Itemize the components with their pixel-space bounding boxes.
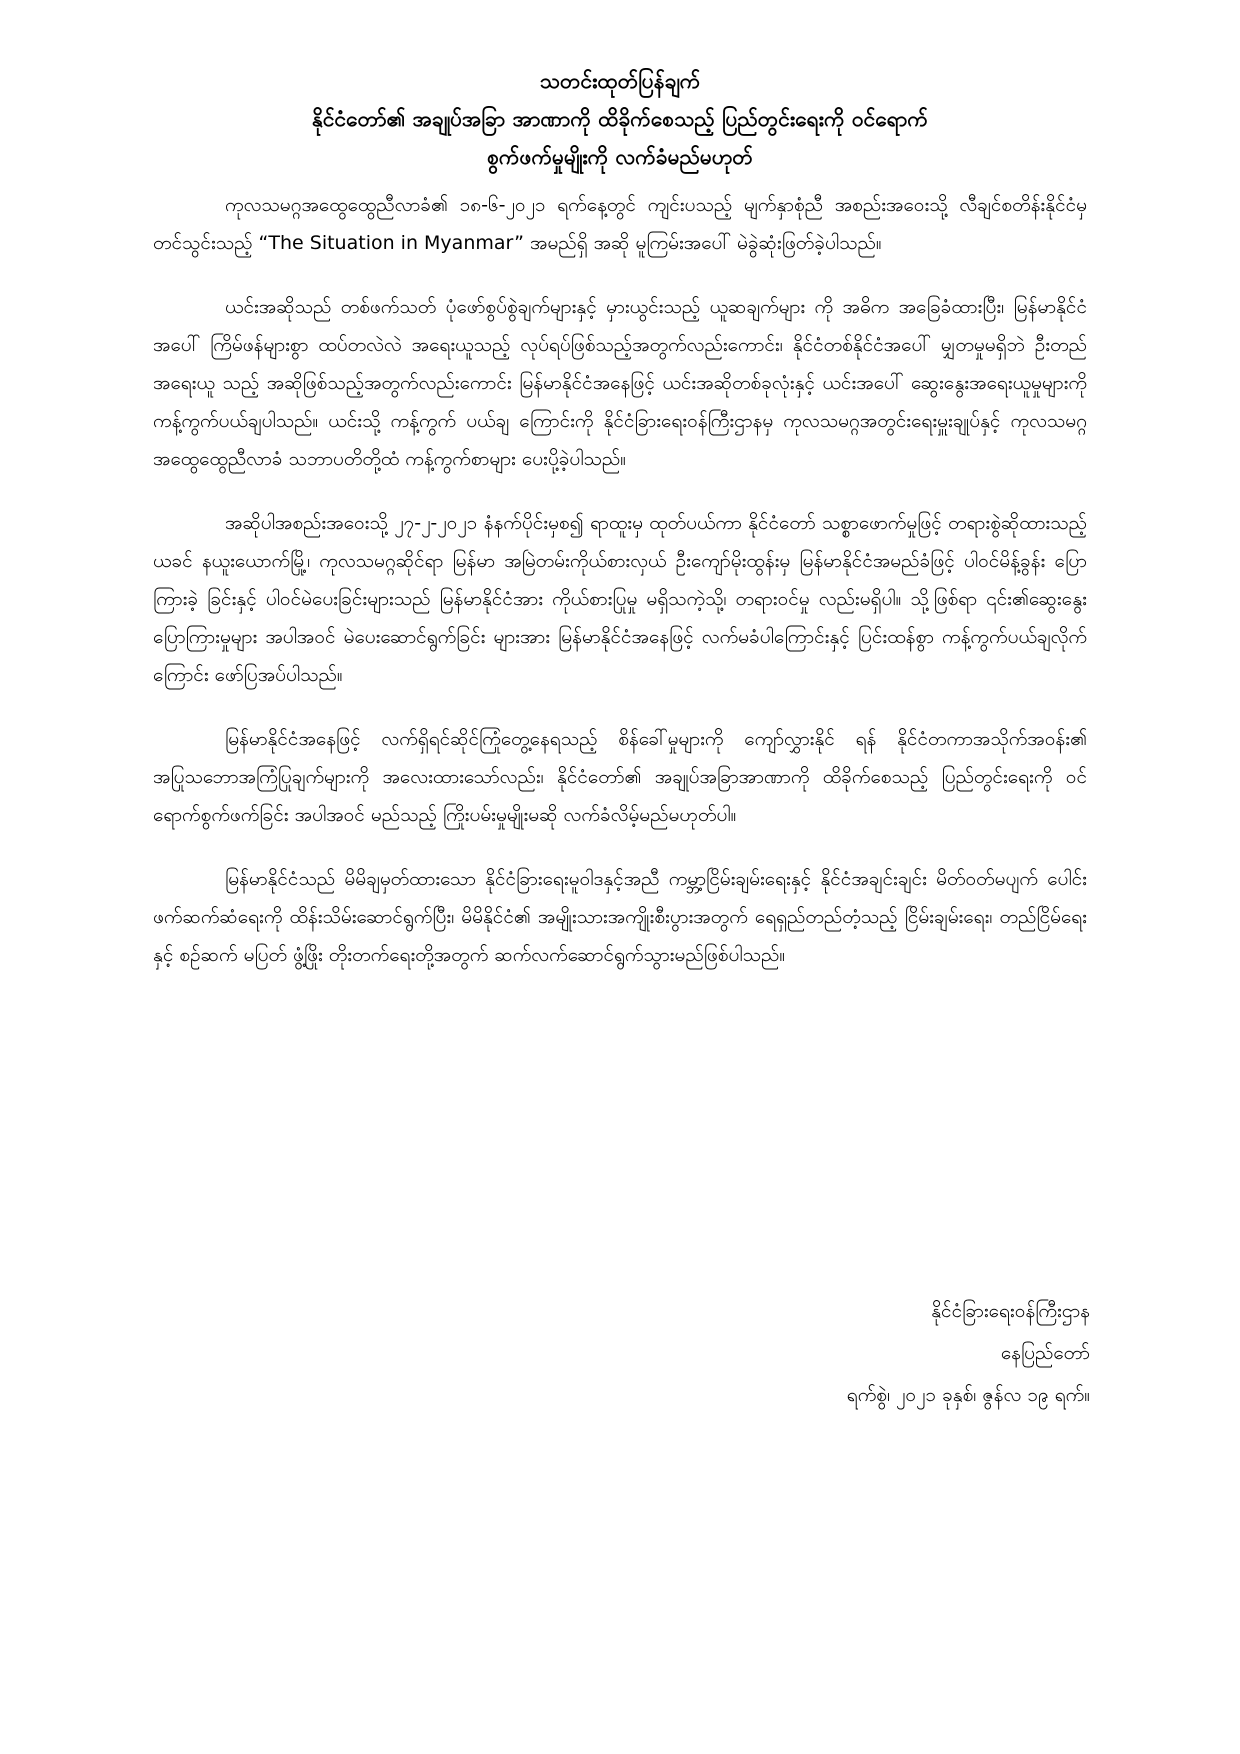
title-line-2: နိုင်ငံတော်၏ အချုပ်အခြာ အာဏာကို ထိခိုက်စေသည့် ပြည်တွင်းရေးကို ဝင်ရောက် xyxy=(312,107,928,131)
document-title xyxy=(153,62,1087,176)
paragraph-4: မြန်မာနိုင်ငံအနေဖြင့် လက်ရှိရင်ဆိုင်ကြုံတွေ့နေရသည့် စိန်ခေါ်မှုများကို ကျော်လွှားနိုင် ရန် နိုင်ငံတကာအသိုက်အဝန်း၏ အပြုသဘောအကြံပြုချက်များကို အလေးထားသော်လည်း၊ နိုင်ငံတော်၏ အချုပ်အခြာအာဏာကို ထိခိုက်စေသည့် ပြည်တွင်းရေးကို ဝင်ရောက်စွက်ဖက်ခြင်း အပါအဝင် မည်သည့် ကြိုးပမ်းမှုမျိုးမဆို လက်ခံလိမ့်မည်မဟုတ်ပါ။ xyxy=(153,728,1087,826)
signature-ministry: နိုင်ငံခြားရေးဝန်ကြီးဌာန xyxy=(931,1300,1090,1322)
signature-block xyxy=(847,1290,1090,1416)
signature-city: နေပြည်တော် xyxy=(1000,1342,1090,1364)
title-line-1: သတင်းထုတ်ပြန်ချက် xyxy=(539,69,701,93)
signature-date: ရက်စွဲ၊ ၂၀၂၁ ခုနှစ်၊ ဇွန်လ ၁၉ ရက်။ xyxy=(846,1384,1090,1406)
paragraph-5: မြန်မာနိုင်ငံသည် မိမိချမှတ်ထားသော နိုင်ငံခြားရေးမူဝါဒနှင့်အညီ ကမ္ဘာ့ငြိမ်းချမ်းရေးနှင့် နိုင်ငံအချင်းချင်း မိတ်ဝတ်မပျက် ပေါင်းဖက်ဆက်ဆံရေးကို ထိန်းသိမ်းဆောင်ရွက်ပြီး၊ မိမိနိုင်ငံ၏ အမျိုးသားအကျိုးစီးပွားအတွက် ရေရှည်တည်တံ့သည့် ငြိမ်းချမ်းရေး၊ တည်ငြိမ်ရေးနှင့် စဉ်ဆက် မပြတ် ဖွံ့ဖြိုး တိုးတက်ရေးတို့အတွက် ဆက်လက်ဆောင်ရွက်သွားမည်ဖြစ်ပါသည်။ xyxy=(153,868,1087,966)
paragraph-3: အဆိုပါအစည်းအဝေးသို့ ၂၇-၂-၂၀၂၁ နံနက်ပိုင်းမှစ၍ ရာထူးမှ ထုတ်ပယ်ကာ နိုင်ငံတော် သစ္စာဖောက်မှုဖြင့် တရားစွဲဆိုထားသည့် ယခင် နယူးယောက်မြို့၊ ကုလသမဂ္ဂဆိုင်ရာ မြန်မာ အမြဲတမ်းကိုယ်စားလှယ် ဦးကျော်မိုးထွန်းမှ မြန်မာနိုင်ငံအမည်ခံဖြင့် ပါဝင်မိန့်ခွန်း ပြောကြားခဲ့ ခြင်းနှင့် ပါဝင်မဲပေးခြင်းများသည် မြန်မာနိုင်ငံအား ကိုယ်စားပြုမှု မရှိသကဲ့သို့၊ တရားဝင်မှု လည်းမရှိပါ။ သို့ဖြစ်ရာ ၎င်း၏ဆွေးနွေးပြောကြားမှုများ အပါအဝင် မဲပေးဆောင်ရွက်ခြင်း များအား မြန်မာနိုင်ငံအနေဖြင့် လက်မခံပါကြောင်းနှင့် ပြင်းထန်စွာ ကန့်ကွက်ပယ်ချလိုက် ကြောင်း ဖော်ပြအပ်ပါသည်။ xyxy=(153,512,1087,686)
paragraph-2: ယင်းအဆိုသည် တစ်ဖက်သတ် ပုံဖော်စွပ်စွဲချက်များနှင့် မှားယွင်းသည့် ယူဆချက်များ ကို အဓိက အခြေခံထားပြီး၊ မြန်မာနိုင်ငံအပေါ် ကြိမ်ဖန်များစွာ ထပ်တလဲလဲ အရေးယူသည့် လုပ်ရပ်ဖြစ်သည့်အတွက်လည်းကောင်း၊ နိုင်ငံတစ်နိုင်ငံအပေါ် မျှတမှုမရှိဘဲ ဦးတည်အရေးယူ သည့် အဆိုဖြစ်သည့်အတွက်လည်းကောင်း မြန်မာနိုင်ငံအနေဖြင့် ယင်းအဆိုတစ်ခုလုံးနှင့် ယင်းအပေါ် ဆွေးနွေးအရေးယူမှုများကို ကန့်ကွက်ပယ်ချပါသည်။ ယင်းသို့ ကန့်ကွက် ပယ်ချ ကြောင်းကို နိုင်ငံခြားရေးဝန်ကြီးဌာနမှ ကုလသမဂ္ဂအတွင်းရေးမှူးချုပ်နှင့် ကုလသမဂ္ဂ အထွေထွေညီလာခံ သဘာပတိတို့ထံ ကန့်ကွက်စာများ ပေးပို့ခဲ့ပါသည်။ xyxy=(153,296,1087,470)
title-line-3: စွက်ဖက်မှုမျိုးကို လက်ခံမည်မဟုတ် xyxy=(487,145,753,169)
paragraph-1: ကုလသမဂ္ဂအထွေထွေညီလာခံ၏ ၁၈-၆-၂၀၂၁ ရက်နေ့တွင် ကျင်းပသည့် မျက်နှာစုံညီ အစည်းအဝေးသို့ လီချင်စတိန်းနိုင်ငံမှ တင်သွင်းသည့် “The Situation in Myanmar” အမည်ရှိ အဆို မူကြမ်းအပေါ် မဲခွဲဆုံးဖြတ်ခဲ့ပါသည်။ xyxy=(153,194,1087,254)
